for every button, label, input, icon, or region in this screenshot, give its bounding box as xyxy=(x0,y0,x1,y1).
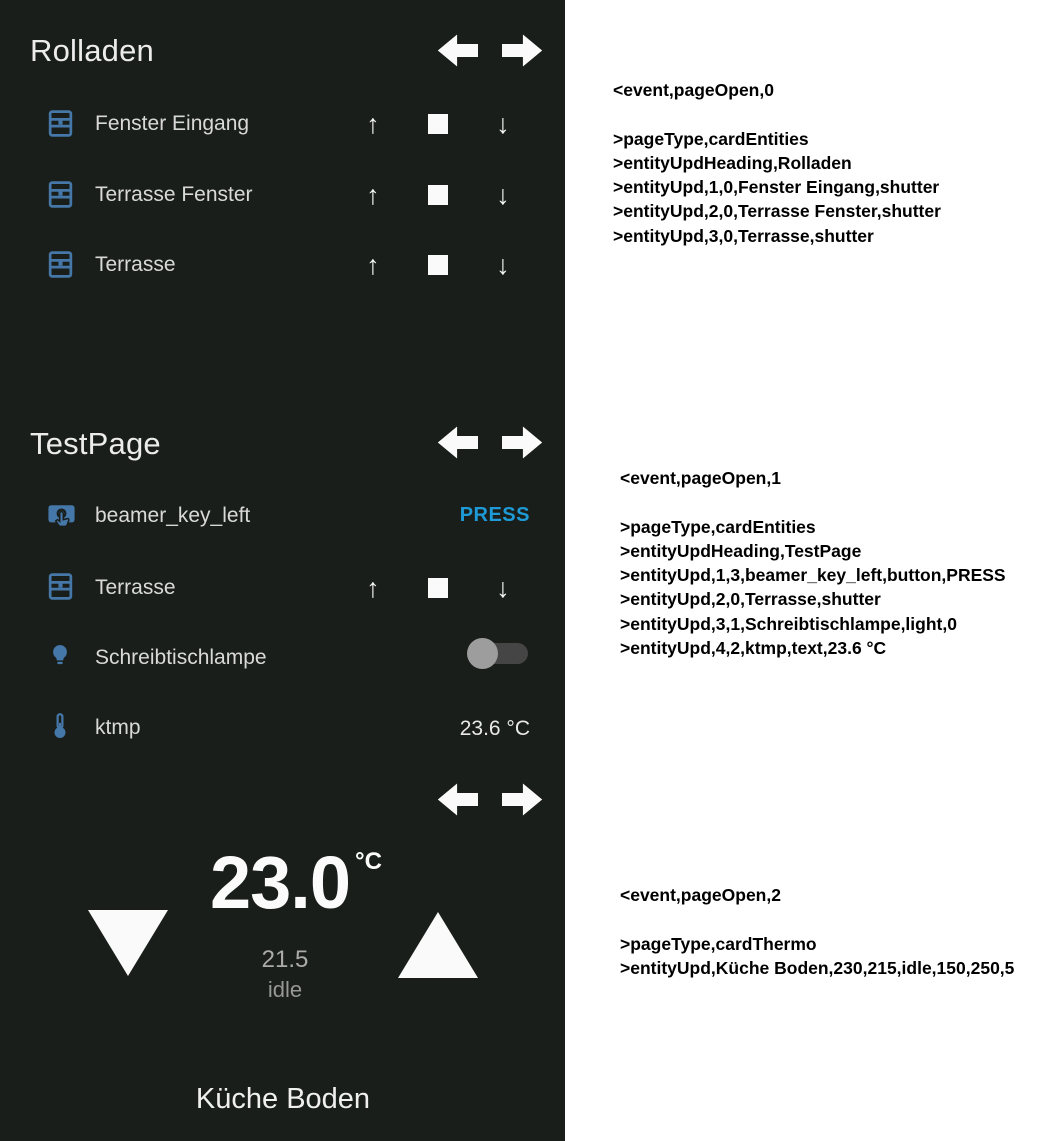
shutter-down-button[interactable]: ↓ xyxy=(496,109,510,139)
page-title-testpage: TestPage xyxy=(30,426,161,461)
shutter-stop-button[interactable] xyxy=(428,255,448,275)
shutter-down-button[interactable]: ↓ xyxy=(496,573,510,603)
temperature-unit: °C xyxy=(355,848,382,875)
log-line: >pageType,cardThermo xyxy=(620,933,817,954)
log-line: >entityUpd,2,0,Terrasse,shutter xyxy=(620,589,881,610)
nav-next-button[interactable] xyxy=(502,781,543,818)
serial-log-block-2 xyxy=(620,883,1014,980)
shutter-icon xyxy=(45,179,78,212)
log-line xyxy=(620,907,1014,931)
shutter-stop-button[interactable] xyxy=(428,578,448,598)
shutter-icon xyxy=(45,571,78,604)
log-line: >entityUpd,1,3,beamer_key_left,button,PRESS xyxy=(620,565,1006,586)
log-line: >entityUpd,Küche Boden,230,215,idle,150,250,5 xyxy=(620,957,1015,978)
shutter-up-button[interactable]: ↑ xyxy=(366,573,380,603)
log-line: >entityUpd,4,2,ktmp,text,23.6 °C xyxy=(620,638,887,659)
log-line: >entityUpdHeading,TestPage xyxy=(620,540,862,561)
light-toggle-switch[interactable] xyxy=(468,643,528,664)
gesture-tap-button-icon xyxy=(45,499,78,532)
shutter-down-button[interactable]: ↓ xyxy=(496,250,510,280)
arrow-left-icon xyxy=(437,781,478,818)
toggle-knob xyxy=(467,638,498,669)
shutter-up-button[interactable]: ↑ xyxy=(366,180,380,210)
temp-up-button[interactable] xyxy=(398,912,478,978)
log-line: <event,pageOpen,0 xyxy=(613,80,774,100)
thermometer-icon xyxy=(45,711,78,744)
shutter-icon xyxy=(45,108,78,141)
log-line: >entityUpd,1,0,Fenster Eingang,shutter xyxy=(613,177,940,198)
current-temperature: 23.0 xyxy=(209,841,351,924)
shutter-up-button[interactable]: ↑ xyxy=(366,250,380,280)
thermostat-entity-name: Küche Boden xyxy=(195,1083,371,1115)
entity-label: ktmp xyxy=(95,716,141,739)
arrow-left-icon xyxy=(437,424,478,461)
shutter-down-button[interactable]: ↓ xyxy=(496,180,510,210)
shutter-icon xyxy=(45,249,78,282)
target-temperature: 21.5 xyxy=(261,946,309,973)
nav-prev-button[interactable] xyxy=(437,424,478,461)
arrow-right-icon xyxy=(502,781,543,818)
log-line: <event,pageOpen,2 xyxy=(620,885,781,905)
entity-label: Schreibtischlampe xyxy=(95,646,267,669)
entity-label: beamer_key_left xyxy=(95,504,251,527)
nav-next-button[interactable] xyxy=(502,424,543,461)
log-line: >pageType,cardEntities xyxy=(620,516,816,537)
log-line: <event,pageOpen,1 xyxy=(620,468,781,488)
nav-next-button[interactable] xyxy=(502,32,543,69)
log-line: >entityUpd,2,0,Terrasse Fenster,shutter xyxy=(613,201,941,222)
serial-log-block-0 xyxy=(613,78,941,248)
entity-label: Terrasse xyxy=(95,253,176,276)
nav-prev-button[interactable] xyxy=(437,32,478,69)
shutter-stop-button[interactable] xyxy=(428,114,448,134)
temp-down-button[interactable] xyxy=(88,910,168,976)
arrow-right-icon xyxy=(502,32,543,69)
press-button[interactable]: PRESS xyxy=(459,504,530,526)
shutter-stop-button[interactable] xyxy=(428,185,448,205)
log-line: >entityUpdHeading,Rolladen xyxy=(613,152,852,173)
arrow-right-icon xyxy=(502,424,543,461)
lightbulb-icon xyxy=(45,641,78,674)
thermostat-state: idle xyxy=(267,977,303,1002)
entity-label: Terrasse xyxy=(95,576,176,599)
log-line xyxy=(620,490,1006,514)
sensor-value: 23.6 °C xyxy=(459,717,530,740)
log-line: >pageType,cardEntities xyxy=(613,128,809,149)
log-line: >entityUpd,3,1,Schreibtischlampe,light,0 xyxy=(620,613,957,634)
entity-label: Terrasse Fenster xyxy=(95,183,253,206)
shutter-up-button[interactable]: ↑ xyxy=(366,109,380,139)
entity-label: Fenster Eingang xyxy=(95,112,250,135)
nav-prev-button[interactable] xyxy=(437,781,478,818)
serial-log-block-1 xyxy=(620,466,1006,660)
log-line xyxy=(613,102,941,126)
log-line: >entityUpd,3,0,Terrasse,shutter xyxy=(613,225,874,246)
arrow-left-icon xyxy=(437,32,478,69)
page-title-rolladen: Rolladen xyxy=(30,33,154,68)
